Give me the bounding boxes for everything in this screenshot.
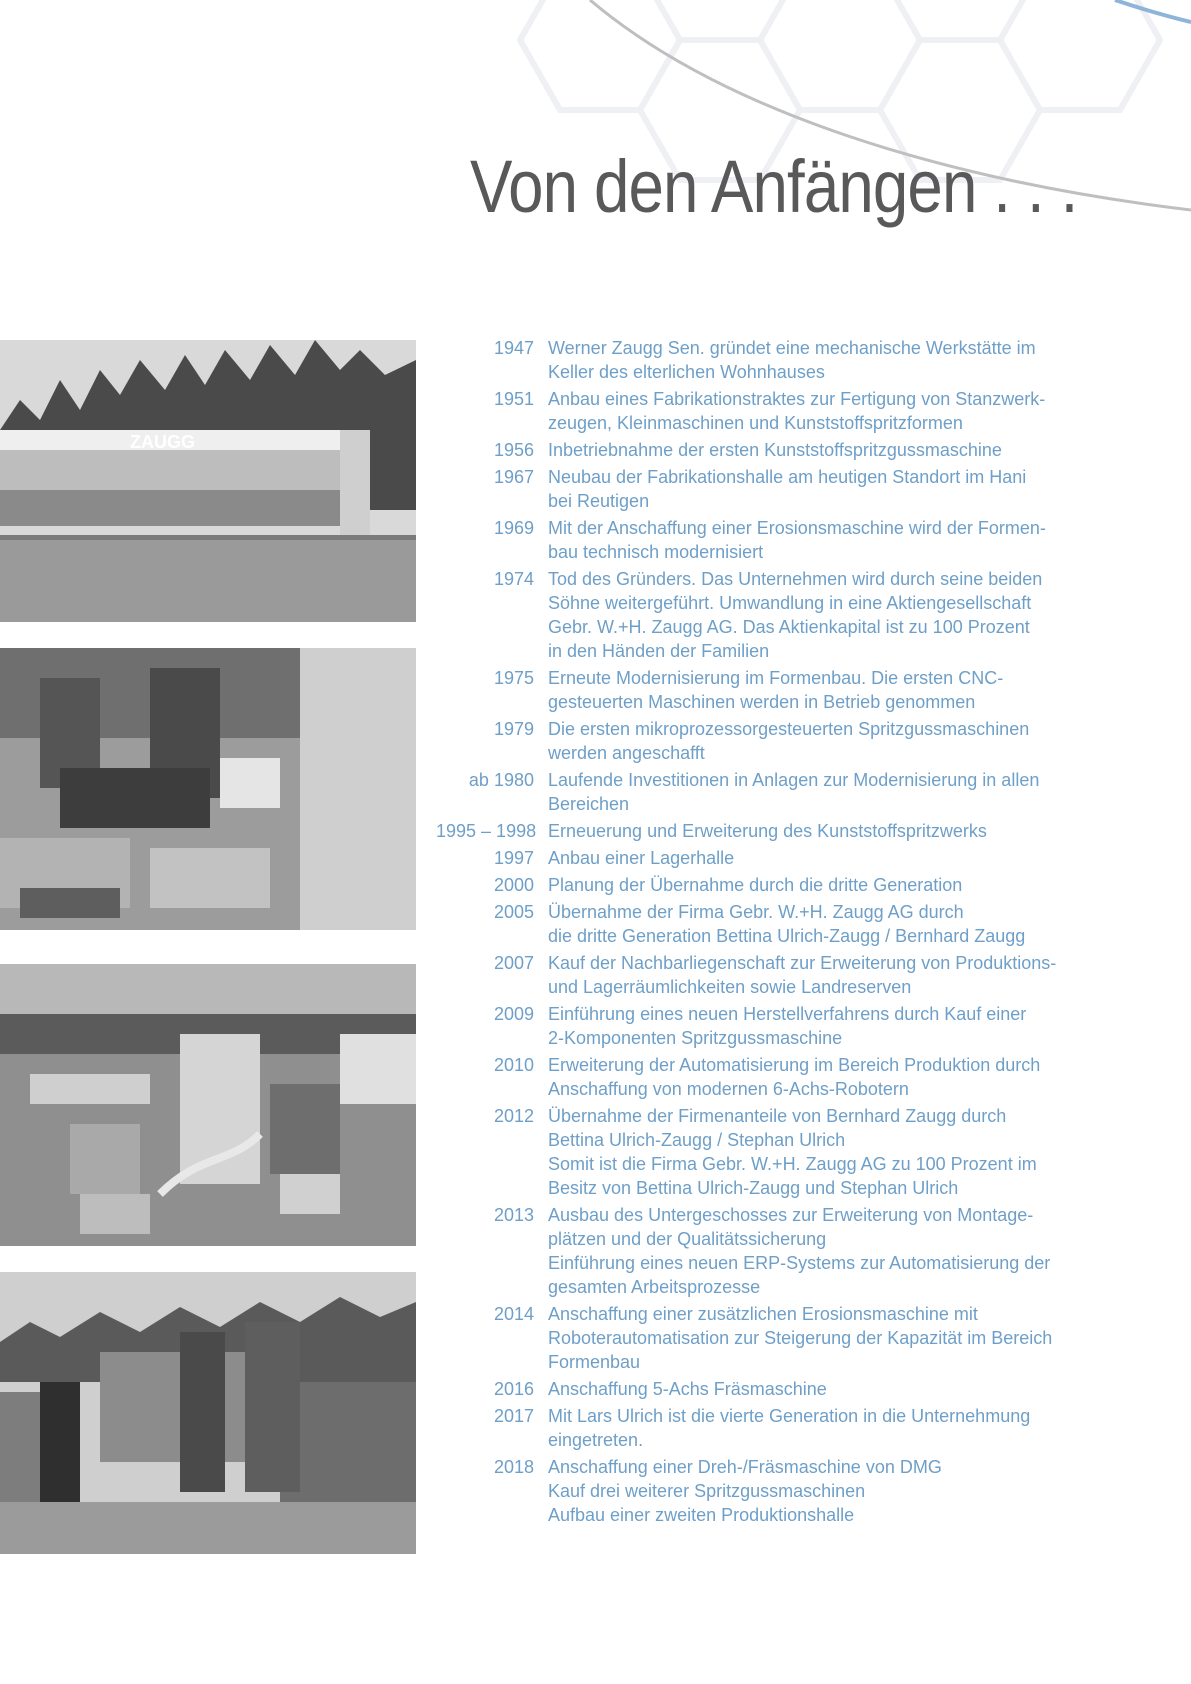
timeline-year: 1974: [493, 569, 534, 589]
timeline-entry: [436, 1002, 1076, 1050]
timeline-entry: [436, 1104, 1076, 1200]
timeline-year: 2009: [493, 1004, 534, 1024]
timeline-entry: [436, 567, 1076, 663]
timeline-year: 1997: [493, 848, 534, 868]
timeline-year: 1969: [493, 518, 534, 538]
timeline-text: [534, 768, 1076, 816]
timeline-text-line: Ausbau des Untergeschosses zur Erweiterung von Montage-: [548, 1205, 1034, 1225]
timeline-text-line: Übernahme der Firmenanteile von Bernhard Zaugg durch: [548, 1106, 1007, 1126]
timeline-text: [534, 819, 1076, 843]
timeline-text-line: Gebr. W.+H. Zaugg AG. Das Aktienkapital ist zu 100 Prozent: [548, 617, 1030, 637]
timeline-entry: [436, 516, 1076, 564]
timeline-text-line: Roboterautomatisation zur Steigerung der Kapazität im Bereich: [548, 1328, 1053, 1348]
timeline-text: [534, 846, 1076, 870]
timeline-text-line: Kauf der Nachbarliegenschaft zur Erweiterung von Produktions-: [548, 953, 1057, 973]
timeline-entry: [436, 873, 1076, 897]
timeline-year: 1951: [493, 389, 534, 409]
timeline-text-line: Werner Zaugg Sen. gründet eine mechanische Werkstätte im: [548, 338, 1036, 358]
timeline-text: [534, 336, 1076, 384]
timeline-text-line: Anschaffung von modernen 6-Achs-Robotern: [548, 1079, 909, 1099]
timeline-text: [534, 1302, 1076, 1374]
timeline-year: 2017: [493, 1406, 534, 1426]
timeline-text: [534, 873, 1076, 897]
timeline-entry: [436, 1302, 1076, 1374]
timeline-text: [534, 387, 1076, 435]
timeline-text: [534, 1203, 1076, 1299]
timeline-year: 2000: [493, 875, 534, 895]
timeline-text-line: Tod des Gründers. Das Unternehmen wird durch seine beiden: [548, 569, 1043, 589]
timeline-entry: [436, 1377, 1076, 1401]
timeline-entry: [436, 1053, 1076, 1101]
timeline-text: [534, 1053, 1076, 1101]
timeline-year: ab 1980: [468, 770, 534, 790]
timeline-text: [534, 1104, 1076, 1200]
timeline-text-line: eingetreten.: [548, 1430, 644, 1450]
timeline-text-line: und Lagerräumlichkeiten sowie Landreserven: [548, 977, 912, 997]
timeline-text-line: Erneuerung und Erweiterung des Kunststoffspritzwerks: [548, 821, 987, 841]
timeline-text-line: Erneute Modernisierung im Formenbau. Die ersten CNC-: [548, 668, 1004, 688]
timeline-text: [534, 1404, 1076, 1452]
timeline-entry: [436, 846, 1076, 870]
timeline-text-line: zeugen, Kleinmaschinen und Kunststoffspritzformen: [548, 413, 963, 433]
timeline-text-line: Kauf drei weiterer Spritzgussmaschinen: [548, 1481, 866, 1501]
timeline-text: [534, 1002, 1076, 1050]
timeline-text: [534, 717, 1076, 765]
timeline-text-line: Formenbau: [548, 1352, 641, 1372]
timeline-text: [534, 516, 1076, 564]
timeline-text-line: Bereichen: [548, 794, 630, 814]
timeline-text-line: Aufbau einer zweiten Produktionshalle: [548, 1505, 855, 1525]
timeline-year: 1995 – 1998: [436, 821, 537, 841]
timeline-text-line: Mit Lars Ulrich ist die vierte Generation in die Unternehmung: [548, 1406, 1031, 1426]
timeline-text: [534, 1455, 1076, 1527]
timeline-entry: [436, 1203, 1076, 1299]
timeline-text: [534, 438, 1076, 462]
page-title: Von den Anfängen . . .: [470, 145, 1078, 228]
timeline-year: 1979: [493, 719, 534, 739]
timeline-text-line: die dritte Generation Bettina Ulrich-Zaugg / Bernhard Zaugg: [548, 926, 1026, 946]
timeline-text: [534, 666, 1076, 714]
timeline-text-line: Inbetriebnahme der ersten Kunststoffspritzgussmaschine: [548, 440, 1002, 460]
timeline-text-line: werden angeschafft: [548, 743, 705, 763]
timeline-list: [436, 336, 1076, 1530]
timeline-text-line: Bettina Ulrich-Zaugg / Stephan Ulrich: [548, 1130, 846, 1150]
photo-workshop: [0, 648, 416, 930]
timeline-entry: [436, 438, 1076, 462]
timeline-text: [534, 465, 1076, 513]
timeline-text-line: Die ersten mikroprozessorgesteuerten Spritzgussmaschinen: [548, 719, 1030, 739]
timeline-text-line: Anbau einer Lagerhalle: [548, 848, 735, 868]
timeline-text-line: Neubau der Fabrikationshalle am heutigen Standort im Hani: [548, 467, 1027, 487]
timeline-text-line: Einführung eines neuen ERP-Systems zur Automatisierung der: [548, 1253, 1051, 1273]
building-sign: ZAUGG: [130, 432, 195, 452]
timeline-text-line: Einführung eines neuen Herstellverfahrens durch Kauf einer: [548, 1004, 1027, 1024]
timeline-text-line: Anbau eines Fabrikationstraktes zur Fertigung von Stanzwerk-: [548, 389, 1046, 409]
timeline-text-line: bei Reutigen: [548, 491, 650, 511]
timeline-entry: [436, 465, 1076, 513]
timeline-text: [534, 951, 1076, 999]
timeline-year: 2014: [493, 1304, 534, 1324]
timeline-year: 2018: [493, 1457, 534, 1477]
timeline-text-line: Erweiterung der Automatisierung im Bereich Produktion durch: [548, 1055, 1041, 1075]
timeline-entry: [436, 1404, 1076, 1452]
timeline-text-line: Anschaffung 5-Achs Fräsmaschine: [548, 1379, 827, 1399]
timeline-text-line: in den Händen der Familien: [548, 641, 770, 661]
timeline-entry: [436, 387, 1076, 435]
timeline-year: 2005: [493, 902, 534, 922]
timeline-entry: [436, 768, 1076, 816]
timeline-entry: [436, 666, 1076, 714]
photo-factory-building: [0, 340, 416, 622]
timeline-text-line: plätzen und der Qualitätssicherung: [548, 1229, 827, 1249]
timeline-entry: [436, 951, 1076, 999]
timeline-text: [534, 900, 1076, 948]
timeline-text-line: gesteuerten Maschinen werden in Betrieb genommen: [548, 692, 976, 712]
timeline-year: 2013: [493, 1205, 534, 1225]
photo-workers-unloading: [0, 1272, 416, 1554]
timeline-text-line: Mit der Anschaffung einer Erosionsmaschine wird der Formen-: [548, 518, 1046, 538]
timeline-text-line: Anschaffung einer zusätzlichen Erosionsmaschine mit: [548, 1304, 978, 1324]
timeline-entry: [436, 819, 1076, 843]
timeline-text-line: gesamten Arbeitsprozesse: [548, 1277, 761, 1297]
timeline-text-line: Söhne weitergeführt. Umwandlung in eine Aktiengesellschaft: [548, 593, 1032, 613]
timeline-year: 2007: [493, 953, 534, 973]
timeline-entry: [436, 336, 1076, 384]
timeline-year: 2010: [493, 1055, 534, 1075]
timeline-text-line: 2-Komponenten Spritzgussmaschine: [548, 1028, 843, 1048]
timeline-year: 2016: [493, 1379, 534, 1399]
timeline-entry: [436, 900, 1076, 948]
timeline-text-line: Keller des elterlichen Wohnhauses: [548, 362, 825, 382]
timeline-year: 1975: [493, 668, 534, 688]
timeline-text-line: Besitz von Bettina Ulrich-Zaugg und Stephan Ulrich: [548, 1178, 959, 1198]
photo-production-hall: [0, 964, 416, 1246]
timeline-text-line: Planung der Übernahme durch die dritte Generation: [548, 875, 963, 895]
timeline-entry: [436, 717, 1076, 765]
timeline-text-line: Übernahme der Firma Gebr. W.+H. Zaugg AG durch: [548, 902, 964, 922]
timeline-text-line: Somit ist die Firma Gebr. W.+H. Zaugg AG zu 100 Prozent im: [548, 1154, 1037, 1174]
timeline-text-line: bau technisch modernisiert: [548, 542, 764, 562]
timeline-text: [534, 1377, 1076, 1401]
timeline-entry: [436, 1455, 1076, 1527]
timeline-text-line: Laufende Investitionen in Anlagen zur Modernisierung in allen: [548, 770, 1040, 790]
timeline-text-line: Anschaffung einer Dreh-/Fräsmaschine von DMG: [548, 1457, 942, 1477]
timeline-year: 1956: [493, 440, 534, 460]
timeline-year: 1967: [493, 467, 534, 487]
timeline-year: 2012: [493, 1106, 534, 1126]
timeline-text: [534, 567, 1076, 663]
timeline-year: 1947: [493, 338, 534, 358]
